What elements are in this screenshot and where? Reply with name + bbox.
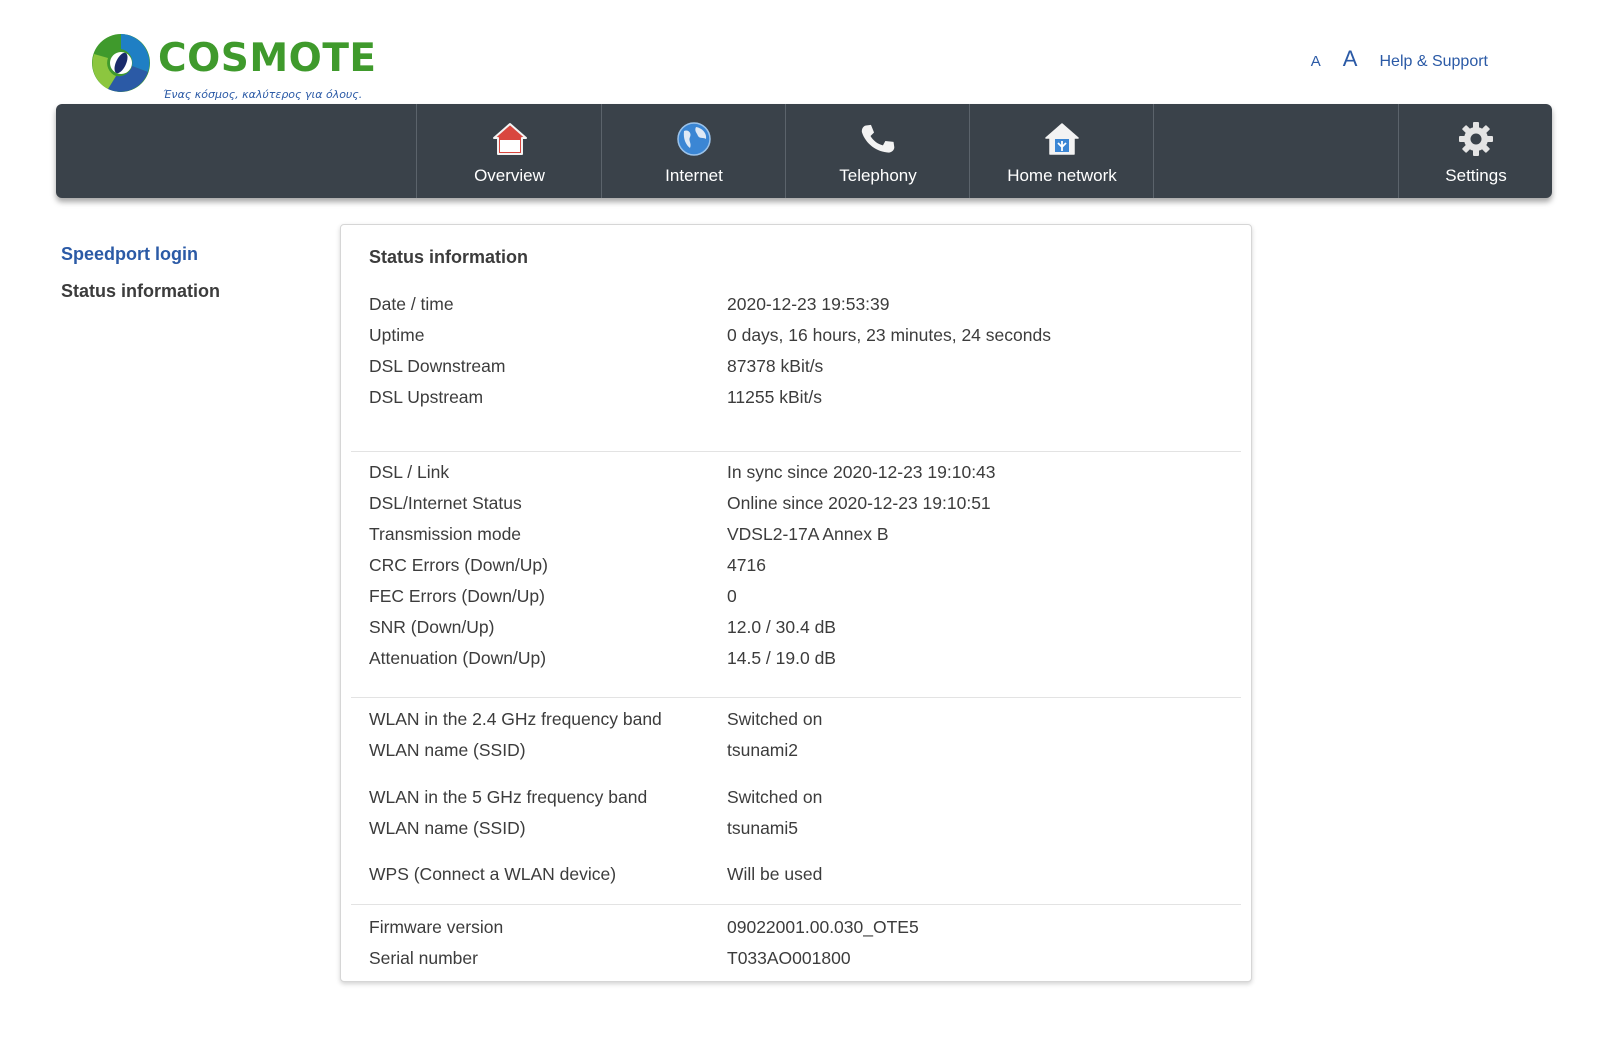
row-label: DSL Downstream [369, 356, 506, 376]
nav-home-network-label: Home network [1007, 166, 1117, 185]
brand-name: COSMOTE [158, 36, 377, 81]
font-size-small-button[interactable]: A [1310, 53, 1321, 70]
status-panel [340, 224, 1252, 982]
nav-overview[interactable] [416, 104, 602, 198]
home-icon [492, 120, 528, 158]
row-value: T033AO001800 [727, 948, 851, 968]
row-value: tsunami2 [727, 740, 799, 760]
row-label: WLAN in the 2.4 GHz frequency band [369, 709, 662, 729]
row-value: Will be used [727, 864, 823, 884]
row-label: WLAN name (SSID) [369, 818, 526, 838]
globe-icon [676, 120, 712, 158]
row-label: WLAN in the 5 GHz frequency band [369, 787, 648, 807]
brand-tagline: Ένας κόσμος, καλύτερος για όλους. [163, 88, 363, 101]
row-label: WPS (Connect a WLAN device) [369, 864, 617, 884]
top-links [1311, 46, 1488, 72]
help-support-link[interactable]: Help & Support [1379, 53, 1488, 70]
section-divider [351, 451, 1241, 452]
nav-settings[interactable] [1398, 104, 1553, 198]
row-label: FEC Errors (Down/Up) [369, 586, 545, 606]
row-label: CRC Errors (Down/Up) [369, 555, 548, 575]
row-value: 2020-12-23 19:53:39 [727, 294, 890, 314]
panel-title: Status information [369, 247, 529, 267]
row-value: Switched on [727, 709, 823, 729]
row-value: 0 days, 16 hours, 23 minutes, 24 seconds [727, 325, 1051, 345]
row-label: Firmware version [369, 917, 504, 937]
row-label: Attenuation (Down/Up) [369, 648, 547, 668]
row-label: DSL / Link [369, 462, 450, 482]
section-divider [351, 697, 1241, 698]
row-value: 09022001.00.030_OTE5 [727, 917, 919, 937]
nav-internet[interactable] [601, 104, 786, 198]
nav-telephony[interactable] [785, 104, 970, 198]
row-label: Uptime [369, 325, 425, 345]
brand-logo[interactable] [90, 32, 377, 104]
row-label: DSL Upstream [369, 387, 484, 407]
row-value: 14.5 / 19.0 dB [727, 648, 836, 668]
sidebar-item-speedport-login[interactable]: Speedport login [61, 244, 198, 264]
font-size-large-button[interactable]: A [1342, 46, 1358, 71]
phone-icon [860, 120, 896, 158]
row-label: SNR (Down/Up) [369, 617, 495, 637]
row-value: 4716 [727, 555, 766, 575]
nav-overview-label: Overview [474, 166, 545, 185]
section-divider [351, 904, 1241, 905]
home-network-icon [1044, 120, 1080, 158]
row-label: Date / time [369, 294, 454, 314]
row-value: VDSL2-17A Annex B [727, 524, 889, 544]
row-value: 0 [727, 586, 737, 606]
sidebar [61, 244, 220, 302]
nav-settings-label: Settings [1445, 166, 1507, 185]
nav-separator [1153, 104, 1154, 198]
gear-icon [1457, 120, 1495, 158]
row-value: 87378 kBit/s [727, 356, 824, 376]
row-value: Switched on [727, 787, 823, 807]
row-value: 12.0 / 30.4 dB [727, 617, 836, 637]
row-label: DSL/Internet Status [369, 493, 522, 513]
row-value: tsunami5 [727, 818, 799, 838]
sidebar-item-status-information[interactable]: Status information [61, 281, 221, 301]
row-value: Online since 2020-12-23 19:10:51 [727, 493, 991, 513]
row-label: Transmission mode [369, 524, 522, 544]
main-navbar [56, 104, 1552, 198]
row-value: 11255 kBit/s [727, 387, 823, 407]
nav-home-network[interactable] [969, 104, 1154, 198]
row-label: WLAN name (SSID) [369, 740, 526, 760]
nav-telephony-label: Telephony [839, 166, 917, 185]
cosmote-logo-icon [90, 32, 152, 94]
row-value: In sync since 2020-12-23 19:10:43 [727, 462, 996, 482]
row-label: Serial number [369, 948, 478, 968]
nav-internet-label: Internet [665, 166, 723, 185]
